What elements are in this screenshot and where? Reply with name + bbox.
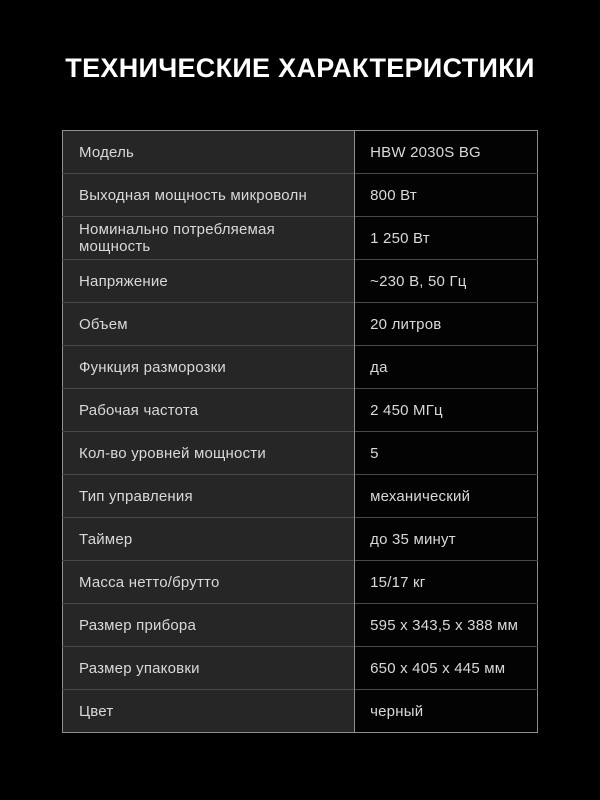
spec-table [62,130,538,733]
spec-value: механический [355,475,538,518]
spec-label: Таймер [63,518,355,561]
spec-label: Цвет [63,690,355,733]
spec-value: 595 x 343,5 x 388 мм [355,604,538,647]
table-row [63,260,538,303]
table-row [63,389,538,432]
spec-value: до 35 минут [355,518,538,561]
spec-sheet [62,0,538,733]
spec-value: 2 450 МГц [355,389,538,432]
spec-label: Функция разморозки [63,346,355,389]
table-row [63,690,538,733]
spec-value: 650 x 405 x 445 мм [355,647,538,690]
spec-label: Выходная мощность микроволн [63,174,355,217]
spec-table-body [63,131,538,733]
table-row [63,561,538,604]
spec-value: 800 Вт [355,174,538,217]
page-title: ТЕХНИЧЕСКИЕ ХАРАКТЕРИСТИКИ [65,53,535,83]
table-row [63,131,538,174]
table-row [63,303,538,346]
spec-label: Масса нетто/брутто [63,561,355,604]
table-row [63,217,538,260]
spec-label: Напряжение [63,260,355,303]
spec-value: 5 [355,432,538,475]
table-row [63,475,538,518]
table-row [63,647,538,690]
table-row [63,174,538,217]
spec-value: ~230 В, 50 Гц [355,260,538,303]
table-row [63,518,538,561]
spec-label: Размер упаковки [63,647,355,690]
spec-value: 20 литров [355,303,538,346]
spec-value: да [355,346,538,389]
table-row [63,604,538,647]
spec-label: Размер прибора [63,604,355,647]
spec-value: черный [355,690,538,733]
spec-value: HBW 2030S BG [355,131,538,174]
spec-value: 1 250 Вт [355,217,538,260]
table-row [63,432,538,475]
spec-label: Объем [63,303,355,346]
spec-label: Модель [63,131,355,174]
spec-value: 15/17 кг [355,561,538,604]
table-row [63,346,538,389]
spec-label: Тип управления [63,475,355,518]
spec-label: Номинально потребляемая мощность [63,217,355,260]
spec-label: Кол-во уровней мощности [63,432,355,475]
spec-label: Рабочая частота [63,389,355,432]
